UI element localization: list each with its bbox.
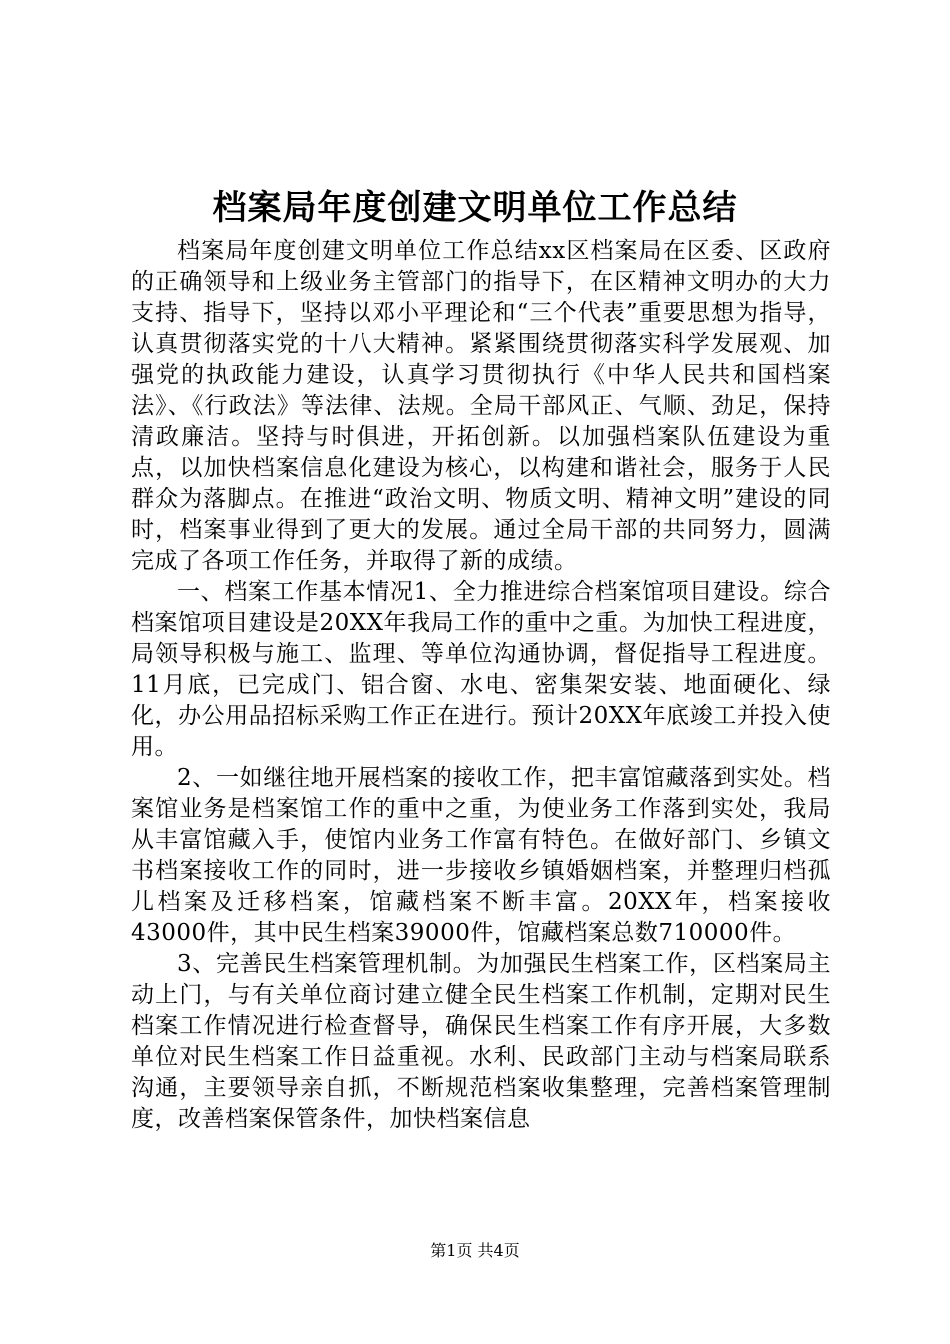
paragraph-3: 2、一如继往地开展档案的接收工作，把丰富馆藏落到实处。档案馆业务是档案馆工作的重中之重，为使业务工作落到实处，我局从丰富馆藏入手，使馆内业务工作富有特色。在做好部门、乡镇文书档案接收工作的同时，进一步接收乡镇婚姻档案，并整理归档孤儿档案及迁移档案，馆藏档案不断丰富。20XX年，档案接收43000件，其中民生档案39000件，馆藏档案总数710000件。: [131, 765, 831, 946]
paragraph-1: 档案局年度创建文明单位工作总结xx区档案局在区委、区政府的正确领导和上级业务主管部门的指导下，在区精神文明办的大力支持、指导下，坚持以邓小平理论和“三个代表”重要思想为指导，认真贯彻落实党的十八大精神。紧紧围绕贯彻落实科学发展观、加强党的执政能力建设，认真学习贯彻执行《中华人民共和国档案法》、《行政法》等法律、法规。全局干部风正、气顺、劲足，保持清政廉洁。坚持与时俱进，开拓创新。以加强档案队伍建设为重点，以加快档案信息化建设为核心，以构建和谐社会，服务于人民群众为落脚点。在推进“政治文明、物质文明、精神文明”建设的同时，档案事业得到了更大的发展。通过全局干部的共同努力，圆满完成了各项工作任务，并取得了新的成绩。: [131, 238, 831, 574]
document-body: [131, 236, 831, 1135]
page-number-footer: 第1页 共4页: [430, 1241, 520, 1260]
paragraph-4: 3、完善民生档案管理机制。为加强民生档案工作，区档案局主动上门，与有关单位商讨建立健全民生档案工作机制，定期对民生档案工作情况进行检查督导，确保民生档案工作有序开展，大多数单位对民生档案工作日益重视。水利、民政部门主动与档案局联系沟通，主要领导亲自抓，不断规范档案收集整理，完善档案管理制度，改善档案保管条件，加快档案信息: [131, 951, 831, 1132]
document-title: 档案局年度创建文明单位工作总结: [212, 188, 738, 228]
paragraph-2: 一、档案工作基本情况1、全力推进综合档案馆项目建设。综合档案馆项目建设是20XX年我局工作的重中之重。为加快工程进度，局领导积极与施工、监理、等单位沟通协调，督促指导工程进度。11月底，已完成门、铝合窗、水电、密集架安装、地面硬化、绿化，办公用品招标采购工作正在进行。预计20XX年底竣工并投入使用。: [131, 579, 831, 760]
